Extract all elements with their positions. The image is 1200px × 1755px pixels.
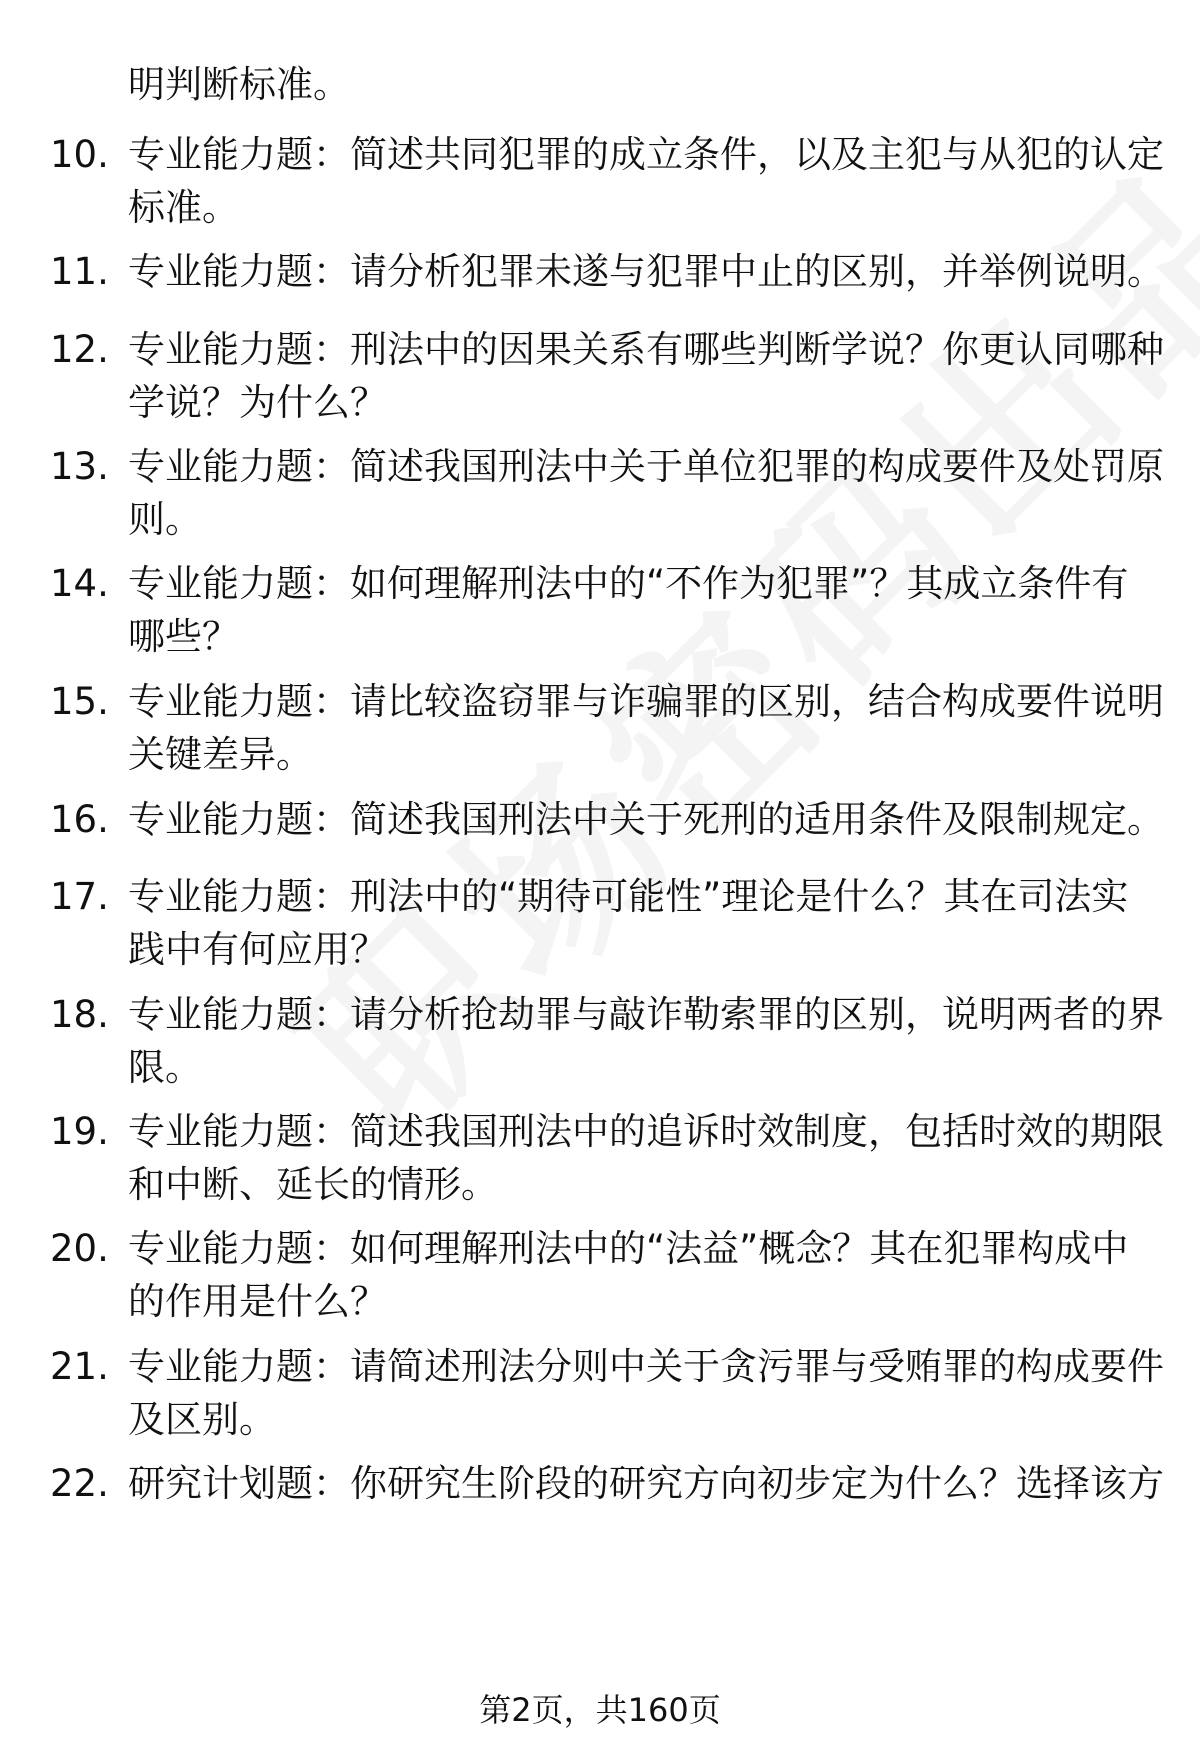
question-text-line-1: 专业能力题：请比较盗窃罪与诈骗罪的区别，结合构成要件说明 xyxy=(128,680,1164,723)
question-text-line-1: 专业能力题：请简述刑法分则中关于贪污罪与受贿罪的构成要件 xyxy=(128,1345,1164,1388)
question-text-line-1: 专业能力题：刑法中的“期待可能性”理论是什么？其在司法实 xyxy=(128,875,1129,918)
question-text-line-1: 专业能力题：请分析抢劫罪与敲诈勒索罪的区别，说明两者的界 xyxy=(128,993,1164,1036)
question-text-line-2: 关键差异。 xyxy=(128,733,313,776)
question-text-line-2: 及区别。 xyxy=(128,1398,276,1441)
question-number: 21. xyxy=(50,1345,109,1388)
question-number: 22. xyxy=(50,1462,109,1505)
question-text-line-2: 则。 xyxy=(128,498,202,541)
question-number: 17. xyxy=(50,875,109,918)
question-number: 16. xyxy=(50,798,109,841)
question-text-line-1: 专业能力题：请分析犯罪未遂与犯罪中止的区别，并举例说明。 xyxy=(128,250,1164,293)
question-text-line-1: 专业能力题：简述我国刑法中关于死刑的适用条件及限制规定。 xyxy=(128,798,1164,841)
question-number: 20. xyxy=(50,1227,109,1270)
page-footer: 第2页，共160页 xyxy=(479,1691,721,1729)
question-text-line-2: 标准。 xyxy=(128,186,239,229)
question-text-line-1: 专业能力题：简述共同犯罪的成立条件，以及主犯与从犯的认定 xyxy=(128,133,1164,176)
question-text-line-1: 专业能力题：简述我国刑法中的追诉时效制度，包括时效的期限 xyxy=(128,1110,1164,1153)
question-text-line-1: 研究计划题：你研究生阶段的研究方向初步定为什么？选择该方 xyxy=(128,1462,1164,1505)
question-text-line-1: 专业能力题：如何理解刑法中的“法益”概念？其在犯罪构成中 xyxy=(128,1227,1129,1270)
question-number: 11. xyxy=(50,250,109,293)
question-text-line-2: 哪些？ xyxy=(128,615,239,658)
question-number: 12. xyxy=(50,328,109,371)
question-text-line-2: 限。 xyxy=(128,1046,202,1089)
continuation-text: 明判断标准。 xyxy=(128,63,350,106)
question-number: 14. xyxy=(50,562,109,605)
question-text-line-1: 专业能力题：简述我国刑法中关于单位犯罪的构成要件及处罚原 xyxy=(128,445,1164,488)
question-text-line-2: 践中有何应用？ xyxy=(128,928,387,971)
question-number: 10. xyxy=(50,133,109,176)
question-text-line-1: 专业能力题：如何理解刑法中的“不作为犯罪”？其成立条件有 xyxy=(128,562,1129,605)
question-text-line-2: 的作用是什么？ xyxy=(128,1280,387,1323)
question-number: 19. xyxy=(50,1110,109,1153)
question-text-line-1: 专业能力题：刑法中的因果关系有哪些判断学说？你更认同哪种 xyxy=(128,328,1164,371)
question-text-line-2: 学说？为什么？ xyxy=(128,381,387,424)
question-number: 18. xyxy=(50,993,109,1036)
question-number: 15. xyxy=(50,680,109,723)
question-number: 13. xyxy=(50,445,109,488)
question-text-line-2: 和中断、延长的情形。 xyxy=(128,1163,498,1206)
